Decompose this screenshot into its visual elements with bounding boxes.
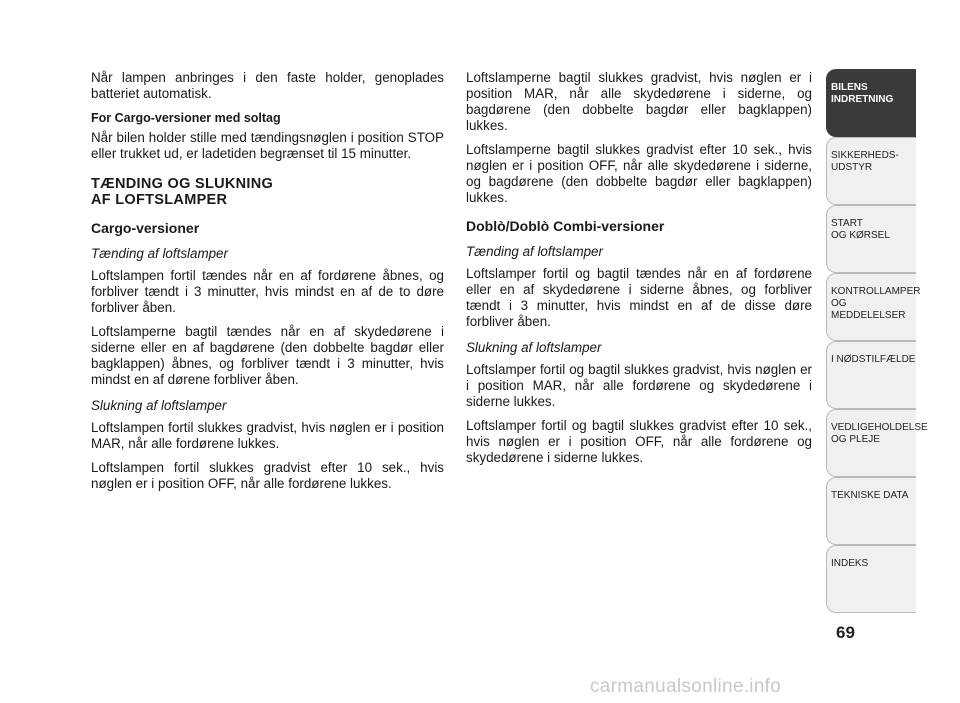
tab-kontrollamper[interactable] (826, 273, 921, 341)
tab-label: UDSTYR (831, 162, 873, 173)
doblo-heading: Doblò/Doblò Combi-versioner (466, 218, 665, 234)
paragraph: Loftslampen fortil slukkes gradvist efter 10 sek., hvis nøglen er i position OFF, når alle fordørene lukkes. (91, 460, 444, 491)
section-heading-line2: AF LOFTSLAMPER (91, 192, 228, 208)
tab-label: INDRETNING (831, 94, 894, 105)
tab-label: OG PLEJE (831, 434, 880, 445)
paragraph: Loftslamper fortil og bagtil tændes når en af fordørene eller en af skydedørene i siderne åbnes, og forbliver tændt i 3 minutter, hvis mindst en af de disse døre forbliver åben. (466, 266, 812, 329)
paragraph: Når lampen anbringes i den faste holder, genoplades batteriet automatisk. (91, 70, 444, 101)
right-column (466, 70, 812, 474)
lights-off-heading: Slukning af loftslamper (91, 398, 227, 413)
cargo-roof-heading: For Cargo-versioner med soltag (91, 111, 281, 125)
tab-label: OG MEDDELELSER (831, 298, 906, 321)
tab-start-og-korsel[interactable] (826, 205, 916, 273)
paragraph: Loftslamper fortil og bagtil slukkes gradvist efter 10 sek., hvis nøglen er i position OFF, når alle fordørene og skydedørene i siderne lukkes. (466, 418, 812, 465)
paragraph: Loftslampen fortil tændes når en af fordørene åbnes, og forbliver tændt i 3 minutter, hvis mindst en af de to døre forbliver åben. (91, 268, 444, 315)
tab-label: BILENS (831, 82, 868, 93)
page-number: 69 (836, 623, 855, 642)
tab-bilens-indretning[interactable] (826, 69, 916, 137)
tab-label: SIKKERHEDS- (831, 150, 899, 161)
tab-label: I NØDSTILFÆLDE (831, 354, 916, 365)
left-column (91, 70, 444, 500)
tab-sikkerhedsudstyr[interactable] (826, 137, 916, 205)
paragraph: Loftslamperne bagtil slukkes gradvist efter 10 sek., hvis nøglen er i position OFF, når alle skydedørene i siderne, og bagdørene (den dobbelte bagdør eller bagklappen) lukkes. (466, 142, 812, 205)
lights-on-heading: Tænding af loftslamper (91, 246, 228, 261)
paragraph: Loftslamperne bagtil tændes når en af skydedørene i siderne eller en af bagdørene (den dobbelte bagdør eller bagklappen) åbnes, og forbliver tændt i 3 minutter, hvis mindst en af dørene forbliver åben. (91, 324, 444, 387)
tab-label: START (831, 218, 863, 229)
tab-label: OG KØRSEL (831, 230, 890, 241)
tab-tekniske-data[interactable] (826, 477, 916, 545)
tab-indeks[interactable] (826, 545, 916, 613)
paragraph: Loftslamper fortil og bagtil slukkes gradvist, hvis nøglen er i position MAR, når alle fordørene og skydedørene i siderne lukkes. (466, 362, 812, 409)
paragraph: Loftslampen fortil slukkes gradvist, hvis nøglen er i position MAR, når alle fordørene lukkes. (91, 420, 444, 451)
chapter-tabs (826, 69, 928, 613)
lights-off-heading: Slukning af loftslamper (466, 340, 602, 355)
section-heading-line1: TÆNDING OG SLUKNING (91, 176, 274, 192)
paragraph: Loftslamperne bagtil slukkes gradvist, hvis nøglen er i position MAR, når alle skydedørene i siderne, og bagdørene (den dobbelte bagdør eller bagklappen) lukkes. (466, 70, 812, 133)
tab-label: KONTROLLAMPER (831, 286, 921, 297)
tab-i-nodstilfaelde[interactable] (826, 341, 916, 409)
tab-vedligeholdelse[interactable] (826, 409, 928, 477)
tab-label: INDEKS (831, 558, 869, 569)
tab-label: TEKNISKE DATA (831, 490, 909, 501)
watermark: carmanualsonline.info (590, 676, 782, 697)
cargo-heading: Cargo-versioner (91, 220, 200, 236)
paragraph: Når bilen holder stille med tændingsnøglen i position STOP eller trukket ud, er ladetiden begrænset til 15 minutter. (91, 130, 444, 161)
section-heading (91, 176, 444, 208)
lights-on-heading: Tænding af loftslamper (466, 244, 603, 259)
tab-label: VEDLIGEHOLDELSE (831, 422, 928, 433)
